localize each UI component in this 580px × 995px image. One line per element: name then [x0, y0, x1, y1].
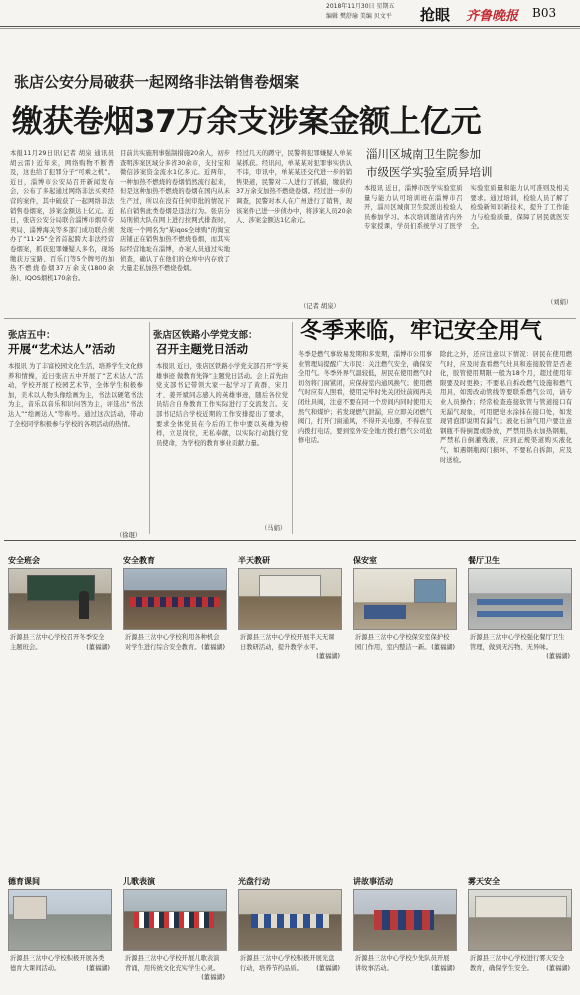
photo-caption: 沂源县三岔中心学校积极开展光盘行动，培养节约品质。 (董福湖): [240, 955, 340, 972]
photo-label: 半天教研: [238, 556, 270, 565]
lead-byline: （记者 胡泉）: [300, 303, 340, 310]
masthead-rule-thin: [0, 28, 580, 29]
photo-caption: 沂源县三岔中心学校少先队员开展讲故事活动。 (董福湖): [355, 955, 455, 972]
photo-label: 德育课间: [8, 877, 40, 886]
photo-caption: 沂源县三岔中心学校强化餐厅卫生管理，做到无污物、无异味。 (董福湖): [470, 634, 570, 660]
art-text: 本报讯 为了丰富校园文化生活，培养学生文化修养和情操，近日张店五中开展了“艺术达人”活动，学校开展了校园艺术节，全体学生积极参加，美术以人物头像绘画为主，书法以硬笔书法为主，音乐以音乐和识问答为主，评选出“书法达人”“绘画达人”等称号。通过这次活动，带动了全校同学积极参与学校的各项活动的热情。: [8, 363, 143, 428]
photo-label: 保安室: [353, 556, 377, 565]
photo-storytelling: [353, 889, 457, 951]
photo-label: 讲故事活动: [353, 877, 393, 886]
photo-clean-plate: [238, 889, 342, 951]
photo-caption: 沂源县三岔中心学校召开冬季安全主题班会。 (董福湖): [10, 634, 110, 651]
photo-label: 光盘行动: [238, 877, 270, 886]
paper-logo: 齐鲁晚报: [466, 9, 519, 24]
art-headline: 开展“艺术达人”活动: [8, 342, 116, 356]
photo-label: 儿歌表演: [123, 877, 155, 886]
photo-moral-break: [8, 889, 112, 951]
lead-column-2: 目前共实施刑事强制措施20余人，初步查明涉案区域分多省30余市，支付宝和微信涉案资金流水1亿多元。近两年，一种加热不燃烧的卷烟悄然流行起来，但是这种加热不燃烧的卷烟在国内从未生产过，所以在没有任何审批的情况下私自销售此类卷烟是违法行为。张店分局刑侦大队在网上进行拉网式排查时，发现一个网名为“某iqos全球购”的淘宝店铺正在销售加热不燃烧卷烟，而其实际经营地址在淄博，办案人员通过实地侦查，确认了在他们的仓库中内存放了大量走私加热不燃烧卷烟。: [120, 150, 230, 273]
health-headline-2: 市级医学实验室质异培训: [366, 165, 493, 179]
photo-teaching-research: [238, 568, 342, 630]
party-headline: 召开主题党日活动: [156, 342, 248, 356]
masthead-rule: [0, 26, 580, 27]
photo-label: 安全教育: [123, 556, 155, 565]
divider-v2: [292, 322, 293, 534]
photo-safety-meeting: [8, 568, 112, 630]
divider-photos: [4, 540, 576, 541]
winter-headline: 冬季来临，牢记安全用气: [300, 319, 543, 344]
divider-v1: [149, 322, 150, 534]
photo-label: 雾天安全: [468, 877, 500, 886]
lead-kicker: 张店公安分局破获一起网络非法销售卷烟案: [14, 73, 300, 91]
photo-canteen: [468, 568, 572, 630]
photo-nursery-rhymes: [123, 889, 227, 951]
photo-caption: 沂源县三岔中心学校积极开展各类德育大课间活动。 (董福湖): [10, 955, 110, 972]
staff-line: 编辑 樊舒瑜 美编 贝文平: [326, 13, 392, 20]
photo-caption: 沂源县三岔中心学校开展儿歌表演背诵，用传统文化充实学生心灵。 (董福湖): [125, 955, 225, 981]
photo-label: 餐厅卫生: [468, 556, 500, 565]
art-credit: （徐琨）: [116, 532, 142, 539]
section-name: 抢眼: [420, 6, 451, 24]
page-number: B03: [532, 6, 557, 20]
photo-label: 安全班会: [8, 556, 40, 565]
party-kicker: 张店区铁路小学党支部：: [153, 330, 258, 341]
photo-caption: 沂源县三岔中心学校开展半天无课日教研活动，提升教学水平。 (董福湖): [240, 634, 340, 660]
photo-safety-education: [123, 568, 227, 630]
health-credit: （刘娟）: [547, 299, 573, 306]
health-text: 本报讯 近日，淄博市医学实验室质量与能力认可培训班在淄博市召开，淄川区城南卫生院派出检验人员参加学习。本次培训邀请省内外专家授课，学员们系统学习了医学实验室质量和能力认可准则及相关要求。通过培训，检验人员了解了检验新知识新技术，提升了工作能力与检验质量，保障了居民就医安全。: [364, 185, 569, 231]
party-credit: （马娟）: [261, 525, 287, 532]
lead-headline: 缴获卷烟37万余支涉案金额上亿元: [12, 104, 482, 140]
photo-security-room: [353, 568, 457, 630]
photo-caption: 沂源县三岔中心学校保安室保护校园门作用，室内整洁一新。 (董福湖): [355, 634, 455, 651]
photo-fog-safety: [468, 889, 572, 951]
party-text: 本报讯 近日，张店区铁路小学党支部召开“学英雄事迹 做教育先锋”主题党日活动。会上首先由党支部书记带领大家一起学习了黄群、宋月才、姜开斌同志感人的英雄事迹，随后各位党员结合自身教育工作实际进行了交流发言。支部书记结合学校近期的工作安排提出了要求，要求全体党员在今后的工作中要以英雄为榜样，立足岗位，无私奉献，以实际行动践行党员使命，为学校的教育事业贡献力量。: [156, 363, 288, 447]
photo-caption: 沂源县三岔中心学校进行雾天安全教育，确保学生安全。 (董福湖): [470, 955, 570, 972]
lead-column-1: 本报11月29日讯(记者 胡泉 通讯员 胡云雷) 近年来，网络购物不断普及，这也给了犯罪分子“可乘之机”。近日，淄博市公安局召开新闻发布会，公布了多起通过网络非法买卖经营的案件，其中破获了一起网络非法销售卷烟案，涉案金额达上亿元。近日，张店公安分局联合淄博市烟草专卖局、淄博海关等多部门成功联合侦办了“11·25”全省首起跨大非法经营卷烟案，抓获犯罪嫌疑人多名，现场缴获万宝路、百乐门等5个牌号的加热不燃烧卷烟37万余支(1800余条)、IQOS烟机170余台。: [10, 150, 114, 282]
date-line: 2018年11月30日 星期五: [326, 3, 395, 10]
photo-caption: 沂源县三岔中心学校利用各种机会对学生进行综合安全教育。 (董福湖): [125, 634, 225, 651]
lead-column-3: 经过几天的蹲守，民警将犯罪嫌疑人单某某抓获。经讯问，单某某对犯罪事实供认不讳，审讯中，单某某还交代进一步的销售渠道，民警对二人进行了抓捕，缴获约37万余支加热不燃烧卷烟。经过进一步的调查，民警对本人在广州进行了销售，现该案件已进一步侦办中，将涉案人员20余人、涉案金额达1亿余元。: [236, 150, 352, 225]
winter-text-2: 除此之外，还应注意以下情况：居民在使用燃气时，应及时查看燃气灶具和连接胶管是否老化，胶管使用期限一般为18个月，超过使用年限要及时更换；不要私自拆改燃气设施和燃气用具，如需改动管线等要联系燃气公司，请专业人员操作；经常检查连接软管与管道接口有无漏气现象，可用肥皂水涂抹在接口处，如发现冒泡即说明有漏气；液化石油气用户要注意钢瓶不得倒置或卧放，严禁用热水加热钢瓶，严禁私自倒灌残液，应到正规渠道购买液化气，如遇钢瓶阀门损坏，不要私自拆卸，应及时送检。: [440, 351, 572, 464]
health-headline-1: 淄川区城南卫生院参加: [366, 147, 481, 161]
winter-text-1: 冬季是燃气事故易发期和多发期，淄博市公用事业管理局提醒广大市民：关注燃气安全，确保安全用气。冬季外界气温较低，居民在使用燃气时切勿将门窗紧闭，应保持室内通风换气；使用燃气时应有人照看，使用完毕时先关闭灶前阀再关闭灶具阀，注意不要在同一个房间内同时使用天然气和煤炉；若发现燃气泄漏，应立即关闭燃气阀门，打开门窗通风，不得开关电器，不得在室内拨打电话，要到室外安全地方拨打燃气公司抢修电话。: [298, 351, 432, 445]
art-kicker: 张店五中：: [8, 330, 56, 341]
